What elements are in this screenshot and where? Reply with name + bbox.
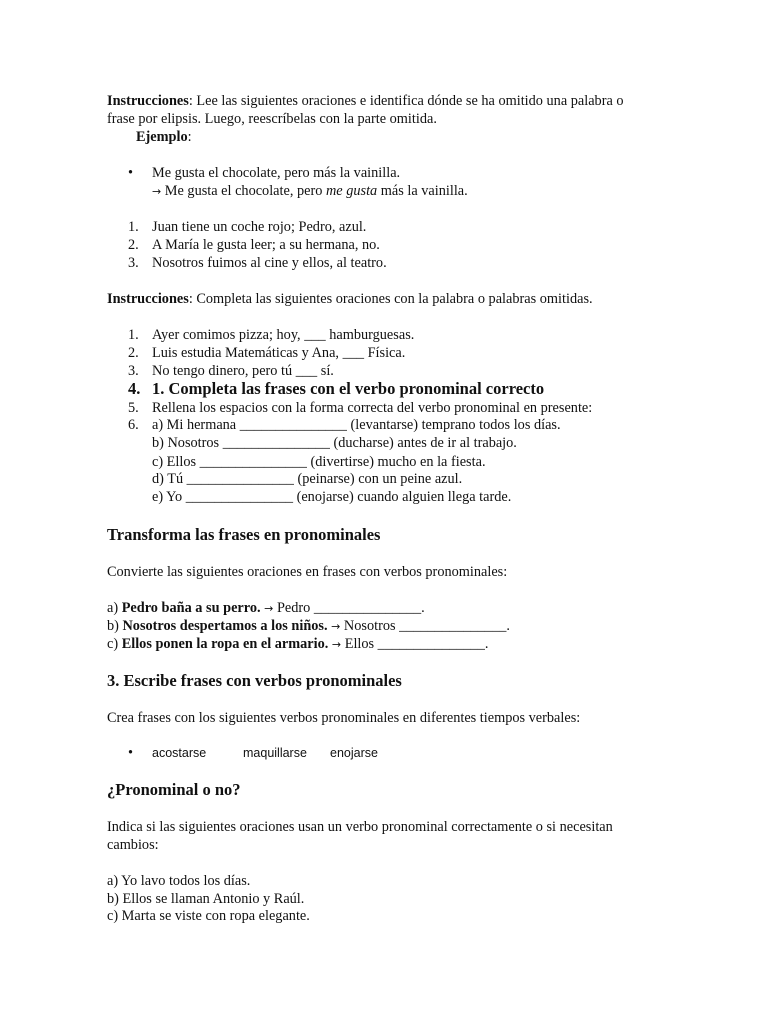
sublist-item: c) Ellos _______________ (divertirse) mucho en la fiesta.	[152, 454, 486, 470]
verb-item: acostarse	[152, 746, 207, 760]
example-bullet: •	[128, 165, 134, 181]
sublist-item: b) Nosotros _______________ (ducharse) antes de ir al trabajo.	[152, 435, 517, 451]
transform-item	[107, 635, 488, 654]
list1-item: Juan tiene un coche rojo; Pedro, azul.	[152, 219, 367, 235]
transform-item-sentence: Nosotros despertamos a los niños.	[122, 618, 328, 634]
check-item: a) Yo lavo todos los días.	[107, 873, 251, 889]
section-4-intro-line-2: cambios:	[107, 837, 159, 853]
transform-item-prefix: b)	[107, 618, 123, 634]
list2-item: Rellena los espacios con la forma correcta del verbo pronominal en presente:	[152, 400, 593, 416]
verb-item: maquillarse	[243, 746, 307, 760]
list1-num: 2.	[128, 237, 139, 253]
list1-item: A María le gusta leer; a su hermana, no.	[152, 237, 380, 253]
instructions-1-line-1	[107, 92, 624, 110]
transform-item	[107, 617, 510, 636]
list2-item: Luis estudia Matemáticas y Ana, ___ Física.	[152, 345, 406, 361]
verb-item: enojarse	[330, 746, 378, 760]
arrow-icon: →	[331, 620, 341, 633]
verbs-bullet: •	[128, 745, 134, 761]
example-colon: :	[187, 129, 192, 145]
section-4-intro-line-1: Indica si las siguientes oraciones usan un verbo pronominal correctamente o si necesitan	[107, 819, 613, 835]
transform-item-prefix: a)	[107, 600, 122, 616]
transform-item-sentence: Ellos ponen la ropa en el armario.	[121, 636, 329, 652]
instructions-1-text-a: : Lee las siguientes oraciones e identifica dónde se ha omitido una palabra o	[188, 93, 624, 109]
example-rewrite-a: Me gusta el chocolate, pero	[161, 183, 326, 199]
sublist-item: e) Yo _______________ (enojarse) cuando alguien llega tarde.	[152, 489, 512, 505]
section-3-heading: 3. Escribe frases con verbos pronominales	[107, 671, 402, 690]
list2-num: 4.	[128, 379, 141, 398]
transform-item-prefix: c)	[107, 636, 122, 652]
list1-num: 1.	[128, 219, 139, 235]
transform-item-answer: Nosotros _______________.	[340, 618, 510, 634]
list2-num: 1.	[128, 327, 139, 343]
arrow-icon: →	[152, 185, 162, 198]
section-4-heading: ¿Pronominal o no?	[107, 780, 241, 799]
instructions-1-label: Instrucciones	[107, 93, 189, 109]
example-heading	[136, 128, 192, 146]
example-rewrite	[152, 182, 468, 201]
list2-item: No tengo dinero, pero tú ___ sí.	[152, 363, 334, 379]
list2-item: a) Mi hermana _______________ (levantarse) temprano todos los días.	[152, 417, 561, 433]
list1-item: Nosotros fuimos al cine y ellos, al teatro.	[152, 255, 387, 271]
check-item: b) Ellos se llaman Antonio y Raúl.	[107, 891, 305, 907]
example-rewrite-b: más la vainilla.	[377, 183, 468, 199]
list2-num: 2.	[128, 345, 139, 361]
arrow-icon: →	[331, 638, 342, 651]
instructions-2	[107, 290, 593, 308]
section-3-intro: Crea frases con los siguientes verbos pronominales en diferentes tiempos verbales:	[107, 710, 581, 726]
transform-item-answer: Pedro _______________.	[273, 600, 425, 616]
list2-num: 6.	[128, 417, 139, 433]
instructions-2-text: : Completa las siguientes oraciones con la palabra o palabras omitidas.	[188, 291, 593, 307]
list2-num: 3.	[128, 363, 139, 379]
sublist-item: d) Tú _______________ (peinarse) con un peine azul.	[152, 471, 463, 487]
transform-item	[107, 599, 425, 618]
example-sentence: Me gusta el chocolate, pero más la vainilla.	[152, 165, 401, 181]
list1-num: 3.	[128, 255, 139, 271]
example-label: Ejemplo	[136, 129, 188, 145]
section-2-intro: Convierte las siguientes oraciones en frases con verbos pronominales:	[107, 564, 508, 580]
arrow-icon: →	[264, 602, 274, 615]
list2-item: Ayer comimos pizza; hoy, ___ hamburguesas.	[152, 327, 415, 343]
transform-item-answer: Ellos _______________.	[341, 636, 489, 652]
list2-item-heading: 1. Completa las frases con el verbo pronominal correcto	[152, 379, 545, 398]
transform-item-sentence: Pedro baña a su perro.	[121, 600, 261, 616]
example-rewrite-italic: me gusta	[325, 183, 378, 199]
check-item: c) Marta se viste con ropa elegante.	[107, 908, 310, 924]
list2-num: 5.	[128, 400, 139, 416]
section-2-heading: Transforma las frases en pronominales	[107, 525, 381, 544]
instructions-1-line-2: frase por elipsis. Luego, reescríbelas con la parte omitida.	[107, 111, 437, 127]
instructions-2-label: Instrucciones	[107, 291, 189, 307]
